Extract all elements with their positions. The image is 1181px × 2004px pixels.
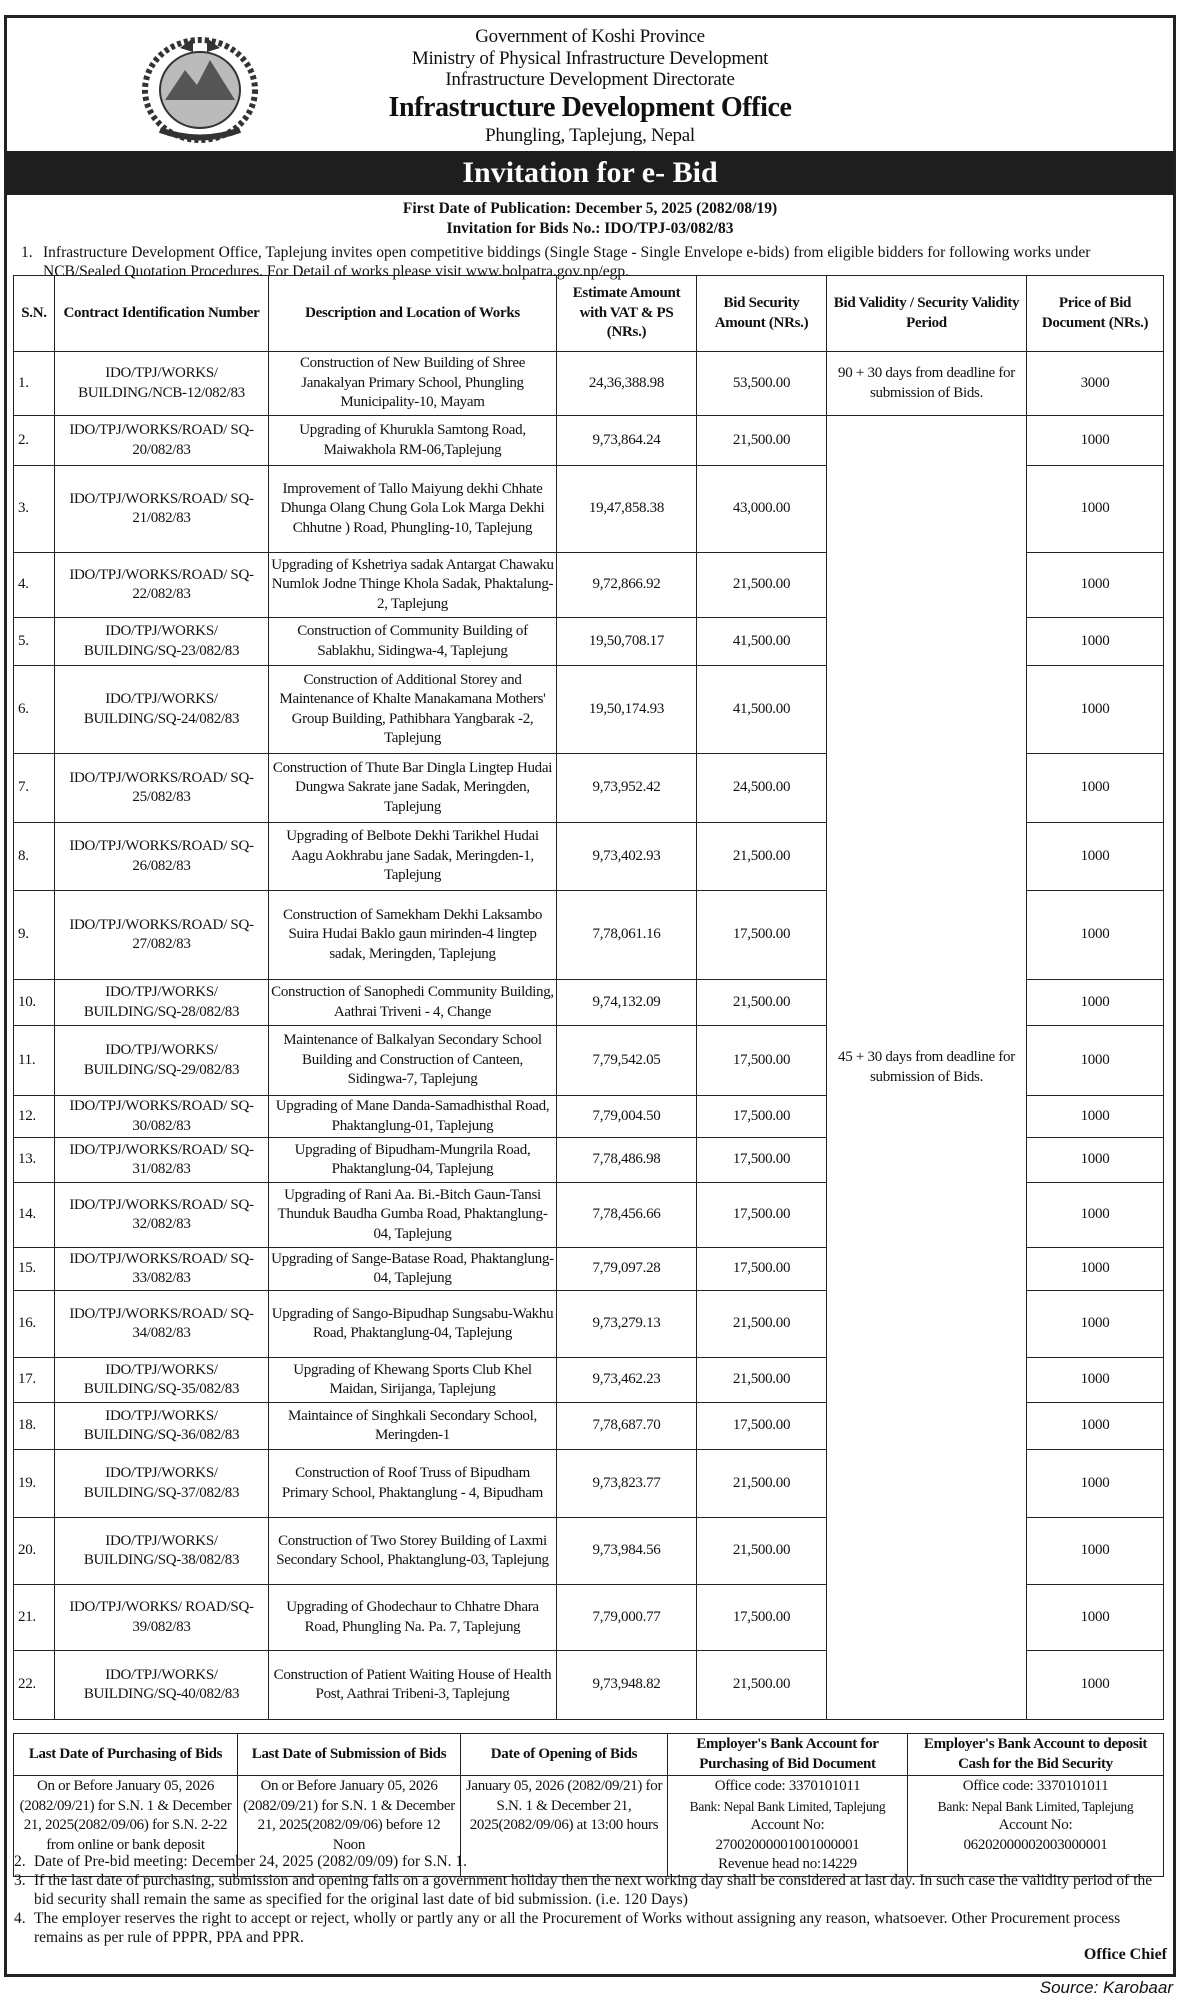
price: 1000 [1027,1585,1164,1651]
estimate: 9,73,402.93 [557,823,697,891]
sn: 11. [14,1026,55,1096]
description: Construction of New Building of Shree Janakalyan Primary School, Phungling Municipality-10, Mayam [269,352,557,416]
sn: 14. [14,1183,55,1248]
contract-id: IDO/TPJ/WORKS/ BUILDING/SQ-38/082/83 [55,1518,269,1585]
price: 1000 [1027,891,1164,980]
col-last-submission: Last Date of Submission of Bids [238,1734,461,1776]
office-address: Phungling, Taplejung, Nepal [485,124,695,146]
price: 1000 [1027,1138,1164,1183]
note-text: If the last date of purchasing, submission and opening falls on a government holiday then the next working day shall be considered at last day. In such case the validity period of the bid security shall remain the same as specified for the original last date of bid submission. (i.e. 120 Days) [34,1872,1153,1908]
price: 3000 [1027,352,1164,416]
bid-security: 21,500.00 [697,1518,827,1585]
price: 1000 [1027,1450,1164,1518]
price: 1000 [1027,466,1164,553]
bid-security: 21,500.00 [697,416,827,466]
description: Upgrading of Sange-Batase Road, Phaktanglung-04, Taplejung [269,1248,557,1291]
table-row [14,416,1164,466]
estimate: 7,79,097.28 [557,1248,697,1291]
bid-security: 17,500.00 [697,1183,827,1248]
contract-id: IDO/TPJ/WORKS/ROAD/ SQ-32/082/83 [55,1183,269,1248]
table-row [14,352,1164,416]
intro-number: 1. [21,244,33,261]
col-bid-security: Bid Security Amount (NRs.) [697,276,827,352]
description: Maintaince of Singhkali Secondary School, Meringden-1 [269,1403,557,1450]
col-price: Price of Bid Document (NRs.) [1027,276,1164,352]
sn: 4. [14,553,55,618]
price: 1000 [1027,1291,1164,1358]
ifb-number: Invitation for Bids No.: IDO/TPJ-03/082/83 [446,220,734,237]
notice-title: Invitation for e- Bid [6,151,1174,195]
estimate: 19,50,708.17 [557,618,697,666]
estimate: 9,73,462.23 [557,1358,697,1403]
col-last-purchase: Last Date of Purchasing of Bids [14,1734,238,1776]
estimate: 9,73,823.77 [557,1450,697,1518]
price: 1000 [1027,1358,1164,1403]
contract-id: IDO/TPJ/WORKS/ BUILDING/SQ-40/082/83 [55,1651,269,1720]
bid-security: 21,500.00 [697,553,827,618]
description: Construction of Sanophedi Community Building, Aathrai Triveni - 4, Change [269,980,557,1026]
office-code: Office code: 3370101011 [714,1778,861,1794]
contract-id: IDO/TPJ/WORKS/ BUILDING/SQ-36/082/83 [55,1403,269,1450]
purchase-date: On or Before January 05, 2026 (2082/09/21) for S.N. 1 & December 21, 2025(2082/09/06) for S.N. 2-22 from online or bank deposit [14,1776,238,1877]
estimate: 9,72,866.92 [557,553,697,618]
estimate: 9,74,132.09 [557,980,697,1026]
contract-id: IDO/TPJ/WORKS/ROAD/ SQ-33/082/83 [55,1248,269,1291]
sn: 18. [14,1403,55,1450]
note [14,1871,1164,1909]
bid-security: 21,500.00 [697,1651,827,1720]
estimate: 7,78,486.98 [557,1138,697,1183]
description: Construction of Patient Waiting House of Health Post, Aathrai Tribeni-3, Taplejung [269,1651,557,1720]
description: Construction of Additional Storey and Maintenance of Khalte Manakamana Mothers' Group Building, Pathibhara Yangbarak -2, Taplejung [269,666,557,754]
price: 1000 [1027,553,1164,618]
col-estimate: Estimate Amount with VAT & PS (NRs.) [557,276,697,352]
office-code: Office code: 3370101011 [962,1778,1109,1794]
contract-id: IDO/TPJ/WORKS/ROAD/ SQ-26/082/83 [55,823,269,891]
estimate: 7,78,456.66 [557,1183,697,1248]
price: 1000 [1027,666,1164,754]
bid-security: 17,500.00 [697,1585,827,1651]
price: 1000 [1027,1096,1164,1138]
price: 1000 [1027,618,1164,666]
bid-security: 17,500.00 [697,1403,827,1450]
col-description: Description and Location of Works [269,276,557,352]
description: Upgrading of Rani Aa. Bi.-Bitch Gaun-Tansi Thunduk Baudha Gumba Road, Phaktanglung-04, Taplejung [269,1183,557,1248]
contract-id: IDO/TPJ/WORKS/ROAD/ SQ-30/082/83 [55,1096,269,1138]
nepal-emblem-icon [135,30,265,146]
bid-security: 53,500.00 [697,352,827,416]
price: 1000 [1027,1183,1164,1248]
sn: 13. [14,1138,55,1183]
opening-date: January 05, 2026 (2082/09/21) for S.N. 1 & December 21, 2025(2082/09/06) at 13:00 hours [461,1776,668,1877]
bid-security: 17,500.00 [697,1138,827,1183]
bid-security: 17,500.00 [697,891,827,980]
description: Upgrading of Ghodechaur to Chhatre Dhara Road, Phungling Na. Pa. 7, Taplejung [269,1585,557,1651]
estimate: 9,73,279.13 [557,1291,697,1358]
ministry-line: Ministry of Physical Infrastructure Development [411,47,769,69]
note [14,1852,1164,1871]
sn: 15. [14,1248,55,1291]
bank-name: Bank: Nepal Bank Limited, Taplejung [937,1798,1134,1814]
description: Maintenance of Balkalyan Secondary School Building and Construction of Canteen, Sidingwa-7, Taplejung [269,1026,557,1096]
contract-id: IDO/TPJ/WORKS/ROAD/ SQ-25/082/83 [55,754,269,823]
col-opening: Date of Opening of Bids [461,1734,668,1776]
price: 1000 [1027,416,1164,466]
account-label: Account No: [750,1817,825,1833]
sn: 19. [14,1450,55,1518]
bid-security: 21,500.00 [697,980,827,1026]
col-bank-purchase: Employer's Bank Account for Purchasing of Bid Document [668,1734,908,1776]
bid-security: 21,500.00 [697,823,827,891]
schedule-header [14,1734,1164,1776]
validity-period: 45 + 30 days from deadline for submission of Bids. [827,416,1027,1720]
contract-id: IDO/TPJ/WORKS/ ROAD/SQ-39/082/83 [55,1585,269,1651]
price: 1000 [1027,1026,1164,1096]
bid-security: 21,500.00 [697,1291,827,1358]
note-number: 2. [14,1853,26,1870]
sn: 5. [14,618,55,666]
contract-id: IDO/TPJ/WORKS/ROAD/ SQ-31/082/83 [55,1138,269,1183]
sn: 10. [14,980,55,1026]
account-label: Account No: [998,1817,1073,1833]
sn: 2. [14,416,55,466]
estimate: 19,50,174.93 [557,666,697,754]
government-line: Government of Koshi Province [475,26,705,47]
notes [14,1852,1164,1947]
description: Construction of Two Storey Building of Laxmi Secondary School, Phaktanglung-03, Taplejung [269,1518,557,1585]
sn: 7. [14,754,55,823]
bid-security: 41,500.00 [697,666,827,754]
col-validity: Bid Validity / Security Validity Period [827,276,1027,352]
contract-id: IDO/TPJ/WORKS/ROAD/ SQ-34/082/83 [55,1291,269,1358]
estimate: 7,78,687.70 [557,1403,697,1450]
contract-id: IDO/TPJ/WORKS/ BUILDING/SQ-24/082/83 [55,666,269,754]
publication-date: First Date of Publication: December 5, 2025 (2082/08/19) [402,200,778,217]
sn: 16. [14,1291,55,1358]
contract-id: IDO/TPJ/WORKS/ BUILDING/NCB-12/082/83 [55,352,269,416]
estimate: 9,73,952.42 [557,754,697,823]
price: 1000 [1027,1403,1164,1450]
contract-id: IDO/TPJ/WORKS/ BUILDING/SQ-37/082/83 [55,1450,269,1518]
price: 1000 [1027,1248,1164,1291]
price: 1000 [1027,754,1164,823]
sn: 12. [14,1096,55,1138]
bid-security: 41,500.00 [697,618,827,666]
estimate: 9,73,864.24 [557,416,697,466]
description: Upgrading of Belbote Dekhi Tarikhel Hudai Aagu Aokhrabu jane Sadak, Meringden-1, Taplejung [269,823,557,891]
works-table-header [14,276,1164,352]
description: Construction of Roof Truss of Bipudham Primary School, Phaktanglung - 4, Bipudham [269,1450,557,1518]
contract-id: IDO/TPJ/WORKS/ROAD/ SQ-22/082/83 [55,553,269,618]
account-number: 06202000002003000001 [963,1836,1108,1853]
estimate: 7,79,004.50 [557,1096,697,1138]
description: Upgrading of Sango-Bipudhap Sungsabu-Wakhu Road, Phaktanglung-04, Taplejung [269,1291,557,1358]
description: Construction of Samekham Dekhi Laksambo Suira Hudai Baklo gaun mirinden-4 lingtep sadak, Meringden, Taplejung [269,891,557,980]
contract-id: IDO/TPJ/WORKS/ BUILDING/SQ-28/082/83 [55,980,269,1026]
description: Improvement of Tallo Maiyung dekhi Chhate Dhunga Olang Chung Gola Lok Marga Dekhi Chhutne ) Road, Phungling-10, Taplejung [269,466,557,553]
col-sn: S.N. [14,276,55,352]
source-credit: Source: Karobaar [1039,1978,1173,1997]
bid-security: 24,500.00 [697,754,827,823]
note-number: 3. [14,1872,26,1889]
estimate: 24,36,388.98 [557,352,697,416]
revenue-head: Revenue head no:14229 [718,1856,857,1872]
bid-security: 17,500.00 [697,1026,827,1096]
bank-name: Bank: Nepal Bank Limited, Taplejung [689,1798,886,1814]
description: Upgrading of Bipudham-Mungrila Road, Phaktanglung-04, Taplejung [269,1138,557,1183]
contract-id: IDO/TPJ/WORKS/ BUILDING/SQ-23/082/83 [55,618,269,666]
sn: 20. [14,1518,55,1585]
price: 1000 [1027,1518,1164,1585]
bid-security: 21,500.00 [697,1358,827,1403]
sn: 6. [14,666,55,754]
price: 1000 [1027,1651,1164,1720]
sn: 1. [14,352,55,416]
signatory: Office Chief [1083,1946,1167,1963]
bid-security: 21,500.00 [697,1450,827,1518]
contract-id: IDO/TPJ/WORKS/ BUILDING/SQ-35/082/83 [55,1358,269,1403]
note [14,1909,1164,1947]
description: Upgrading of Khewang Sports Club Khel Maidan, Sirijanga, Taplejung [269,1358,557,1403]
bid-security: 43,000.00 [697,466,827,553]
sn: 3. [14,466,55,553]
works-table [13,275,1164,1720]
validity-period: 90 + 30 days from deadline for submission of Bids. [827,352,1027,416]
estimate: 9,73,984.56 [557,1518,697,1585]
description: Upgrading of Mane Danda-Samadhisthal Road, Phaktanglung-01, Taplejung [269,1096,557,1138]
sn: 9. [14,891,55,980]
sn: 21. [14,1585,55,1651]
sn: 22. [14,1651,55,1720]
note-number: 4. [14,1910,26,1927]
contract-id: IDO/TPJ/WORKS/ROAD/ SQ-20/082/83 [55,416,269,466]
intro-text: Infrastructure Development Office, Taplejung invites open competitive biddings (Single Stage - Single Envelope e-bids) from eligible bidders for following works under NCB/Sealed Quotation Procedures. For Detail of works please visit www.bolpatra.gov.np/egp. [43,244,1091,280]
sn: 8. [14,823,55,891]
bid-security: 17,500.00 [697,1096,827,1138]
description: Upgrading of Khurukla Samtong Road, Maiwakhola RM-06,Taplejung [269,416,557,466]
estimate: 7,79,542.05 [557,1026,697,1096]
col-contract-id: Contract Identification Number [55,276,269,352]
price: 1000 [1027,823,1164,891]
submission-date: On or Before January 05, 2026 (2082/09/21) for S.N. 1 & December 21, 2025(2082/09/06) before 12 Noon [238,1776,461,1877]
description: Construction of Thute Bar Dingla Lingtep Hudai Dungwa Sakrate jane Sadak, Meringden, Taplejung [269,754,557,823]
estimate: 9,73,948.82 [557,1651,697,1720]
contract-id: IDO/TPJ/WORKS/ROAD/ SQ-27/082/83 [55,891,269,980]
contract-id: IDO/TPJ/WORKS/ BUILDING/SQ-29/082/83 [55,1026,269,1096]
estimate: 7,79,000.77 [557,1585,697,1651]
note-text: Date of Pre-bid meeting: December 24, 2025 (2082/09/09) for S.N. 1. [34,1853,468,1870]
contract-id: IDO/TPJ/WORKS/ROAD/ SQ-21/082/83 [55,466,269,553]
description: Construction of Community Building of Sablakhu, Sidingwa-4, Taplejung [269,618,557,666]
bid-security: 17,500.00 [697,1248,827,1291]
estimate: 7,78,061.16 [557,891,697,980]
note-text: The employer reserves the right to accept or reject, wholly or partly any or all the Procurement of Works without assigning any reason, whatsoever. Other Procurement process remains as per rule of PPPR, PPA and PPR. [34,1910,1121,1946]
notice-header [7,18,1173,151]
estimate: 19,47,858.38 [557,466,697,553]
price: 1000 [1027,980,1164,1026]
office-name: Infrastructure Development Office [388,91,792,123]
col-bank-security: Employer's Bank Account to deposit Cash for the Bid Security [908,1734,1164,1776]
description: Upgrading of Kshetriya sadak Antargat Chawaku Numlok Jodne Thinge Khola Sadak, Phaktalung-2, Taplejung [269,553,557,618]
sn: 17. [14,1358,55,1403]
directorate-line: Infrastructure Development Directorate [445,69,735,90]
account-number: 27002000001001000001 [715,1836,860,1853]
